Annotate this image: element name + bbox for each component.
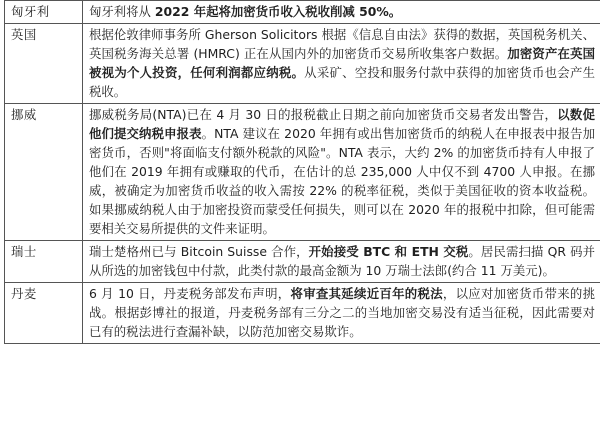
table-row <box>5 24 600 104</box>
text-segment: ，以应对加密货币带来的挑战。根据彭博社的报道，丹麦税务部有三分之二的当地加密交易没有适当征税，因此需要对已有的税法进行查漏补缺，以防范加密交易欺诈。 <box>89 286 596 339</box>
country-cell: 丹麦 <box>5 283 83 344</box>
table-row <box>5 104 600 241</box>
bold-text-segment: 开始接受 BTC 和 ETH 交税 <box>308 244 469 259</box>
crypto-tax-table <box>4 0 600 344</box>
bold-text-segment: 将审查其延续近百年的税法 <box>290 286 443 301</box>
table-row <box>5 1 600 24</box>
text-segment: 从采矿、空投和服务付款中获得的加密货币也会产生税收。 <box>89 65 596 99</box>
country-cell: 英国 <box>5 24 83 104</box>
country-cell: 挪威 <box>5 104 83 241</box>
text-segment: 瑞士楚格州已与 Bitcoin Suisse 合作， <box>89 244 309 259</box>
table-row <box>5 241 600 283</box>
text-segment: 匈牙利将从 <box>89 4 155 19</box>
text-segment: 根据伦敦律师事务所 Gherson Solicitors 根据《信息自由法》获得的数据，英国税务机关、英国税务海关总署 (HMRC) 正在从国内外的加密货币交易所收集客户数据。 <box>89 27 595 61</box>
text-segment: 6 月 10 日，丹麦税务部发布声明， <box>89 286 291 301</box>
bold-text-segment: 以数促他们提交纳税申报表 <box>89 107 595 141</box>
text-segment: 。NTA 建议在 2020 年拥有或出售加密货币的纳税人在申报表中报告加密货币，否则"将面临支付额外税款的风险"。NTA 表示，大约 2% 的加密货币持有人申报了他们在 2019 年拥有或赚取的代币，在估计的总 235,000 人中仅不到 4700 人申报。在挪威，被确定为加密货币收益的收入需按 22% 的税率征税，类似于美国征收的资本收益税。如果挪威纳税人由于加密投资而蒙受任何损失，则可以在 2020 年的报税中扣除，但可能需要相关交易所提供的文件来证明。 <box>89 126 595 236</box>
country-cell: 匈牙利 <box>5 1 83 24</box>
description-cell <box>83 1 600 24</box>
description-cell <box>83 241 600 283</box>
bold-text-segment: 2022 年起将加密货币收入税收削减 50%。 <box>154 4 402 19</box>
description-cell <box>83 283 600 344</box>
country-cell: 瑞士 <box>5 241 83 283</box>
description-cell <box>83 24 600 104</box>
text-segment: 挪威税务局(NTA)已在 4 月 30 日的报税截止日期之前向加密货币交易者发出警告， <box>89 107 558 122</box>
text-segment: 。居民需扫描 QR 码并从所选的加密钱包中付款，此类付款的最高金额为 10 万瑞士法郎(约合 11 万美元)。 <box>89 244 595 278</box>
description-cell <box>83 104 600 241</box>
bold-text-segment: 加密资产在英国被视为个人投资，任何利润都应纳税。 <box>89 46 596 80</box>
table-row <box>5 283 600 344</box>
